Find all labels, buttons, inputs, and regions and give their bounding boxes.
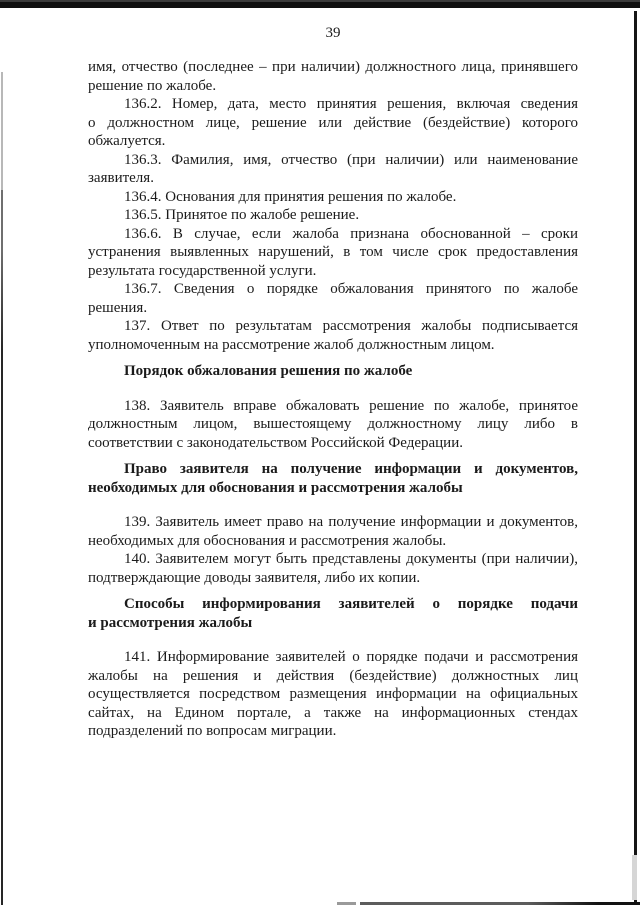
text-line: решение по жалобе. xyxy=(88,77,217,94)
paragraph xyxy=(88,151,578,188)
text-line: Порядок обжалования решения по жалобе xyxy=(124,363,413,379)
text-line: 136.6. В случае, если жалоба признана обоснованной – сроки xyxy=(124,225,578,242)
text-line: имя, отчество (последнее – при наличии) должностного лица, принявшего xyxy=(88,59,578,75)
paragraph xyxy=(88,317,578,354)
text-line: уполномоченным на рассмотрение жалоб должностным лицом. xyxy=(88,336,495,353)
paragraph xyxy=(88,397,578,453)
paragraph xyxy=(88,550,578,587)
text-line: обжалуется. xyxy=(88,133,166,149)
text-line: 140. Заявителем могут быть представлены документы (при наличии), xyxy=(124,551,578,567)
text-line: необходимых для обоснования и рассмотрения жалобы. xyxy=(88,532,447,549)
scan-border-left-dark xyxy=(1,190,3,905)
paragraph xyxy=(88,225,578,281)
text-line: 141. Информирование заявителей о порядке подачи и рассмотрения xyxy=(124,649,578,665)
paragraph xyxy=(88,648,578,741)
text-line: 136.7. Сведения о порядке обжалования принятого по жалобе xyxy=(124,281,578,297)
page-number: 39 xyxy=(325,25,341,41)
paragraph xyxy=(88,513,578,550)
text-line: подтверждающие доводы заявителя, либо их копии. xyxy=(88,569,421,586)
text-line: о должностном лице, решение или действие (бездействие) которого xyxy=(88,114,578,131)
scan-border-right xyxy=(634,11,637,905)
text-line: жалобы на решения и действия (бездействие) должностных лиц xyxy=(88,667,578,684)
text-line: должностным лицом, вышестоящему должностному лицу либо в xyxy=(88,416,578,432)
text-line: 136.4. Основания для принятия решения по жалобе. xyxy=(124,188,457,205)
text-line: 136.3. Фамилия, имя, отчество (при наличии) или наименование xyxy=(124,151,578,168)
text-line: соответствии с законодательством Российской Федерации. xyxy=(88,434,463,451)
section-heading xyxy=(88,460,578,497)
text-line: Право заявителя на получение информации и документов, xyxy=(124,461,578,477)
paragraph xyxy=(88,58,578,95)
text-line: устранения выявленных нарушений, в том числе срок предоставления xyxy=(88,244,578,260)
text-line: результата государственной услуги. xyxy=(88,262,317,279)
text-line: необходимых для обоснования и рассмотрения жалобы xyxy=(88,479,463,496)
text-line: 139. Заявитель имеет право на получение информации и документов, xyxy=(124,514,578,530)
scan-border-left-light xyxy=(1,72,3,192)
scan-border-top xyxy=(0,0,640,8)
text-line: заявителя. xyxy=(88,170,154,186)
text-line: сайтах, на Едином портале, а также на информационных стендах xyxy=(88,704,578,721)
text-line: 136.5. Принятое по жалобе решение. xyxy=(124,207,360,223)
text-line: Способы информирования заявителей о порядке подачи xyxy=(124,596,578,612)
document-content xyxy=(88,58,578,741)
section-heading xyxy=(88,595,578,632)
text-line: решения. xyxy=(88,299,148,316)
text-line: подразделений по вопросам миграции. xyxy=(88,723,337,739)
paragraph xyxy=(88,206,578,225)
text-line: и рассмотрения жалобы xyxy=(88,614,253,631)
scan-smudge xyxy=(632,855,637,900)
paragraph xyxy=(88,95,578,151)
section-heading xyxy=(88,362,578,381)
paragraph xyxy=(88,280,578,317)
paragraph xyxy=(88,188,578,207)
text-line: осуществляется посредством размещения информации на официальных xyxy=(88,686,578,702)
text-line: 138. Заявитель вправе обжаловать решение по жалобе, принятое xyxy=(124,397,578,414)
text-line: 137. Ответ по результатам рассмотрения жалобы подписывается xyxy=(124,318,578,334)
text-line: 136.2. Номер, дата, место принятия решения, включая сведения xyxy=(124,96,578,112)
